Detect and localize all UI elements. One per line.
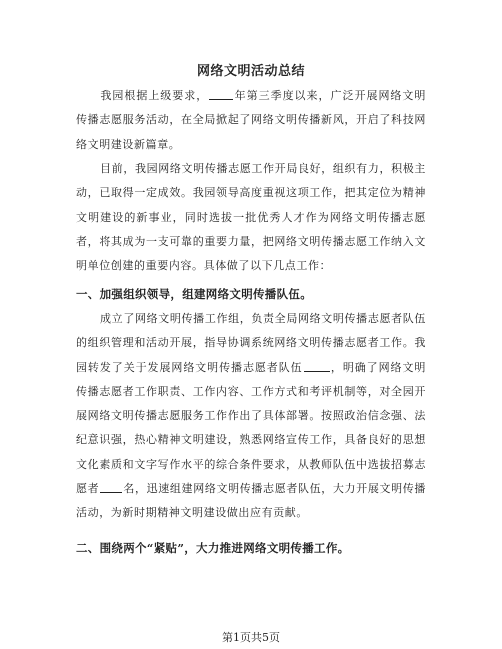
paragraph-status [76,157,426,278]
intro-text-start: 我园根据上级要求， [100,89,209,102]
document-title: 网络文明活动总结 [196,64,305,79]
section-heading-1: 一、加强组织领导，组建网络文明传播队伍。 [76,287,312,301]
page-footer: 第1页共5页 [222,631,280,644]
fill-blank-year [209,89,233,100]
section-heading-2: 二、围绕两个“紧贴”，大力推进网络文明传播工作。 [76,541,350,555]
fill-blank-document [304,361,330,372]
paragraph-section-1 [76,307,426,526]
status-text: 目前，我园网络文明传播志愿工作开局良好，组织有力，积极主动，已取得一定成效。我园领导高度重视这项工作，把其定位为精神文明建设的新事业，同时选拔一批优秀人才作为网络文明传播志愿者，将其成为一支可靠的重要力量，把网络文明传播志愿工作纳入文明单位创建的重要内容。具体做了以下几点工作： [76,162,426,273]
section-1-text-a: 成立了网络文明传播工作组，负责全局网络文明传播志愿者队伍的组织管理和活动开展，指导协调系统网络文明传播志愿者工作。我园转发了关于发展网络文明传播志愿者队伍 [76,312,426,374]
paragraph-intro [76,84,426,157]
fill-blank-count [100,482,122,493]
section-1-text-c: 名，迅速组建网络文明传播志愿者队伍，大力开展文明传播活动，为新时期精神文明建设做出应有贡献。 [76,482,426,520]
intro-text-end: 年第三季度以来，广泛开展网络文明传播志愿服务活动，在全局掀起了网络文明传播新风，开启了科技网络文明建设新篇章。 [76,89,426,151]
section-1-text-b: ，明确了网络文明传播志愿者工作职责、工作内容、工作方式和考评机制等，对全园开展网络文明传播志愿服务工作作出了具体部署。按照政治信念强、法纪意识强，热心精神文明建设，熟悉网络宣传工作，具备良好的思想文化素质和文字写作水平的综合条件要求，从教师队伍中选拔招募志愿者 [76,360,426,496]
